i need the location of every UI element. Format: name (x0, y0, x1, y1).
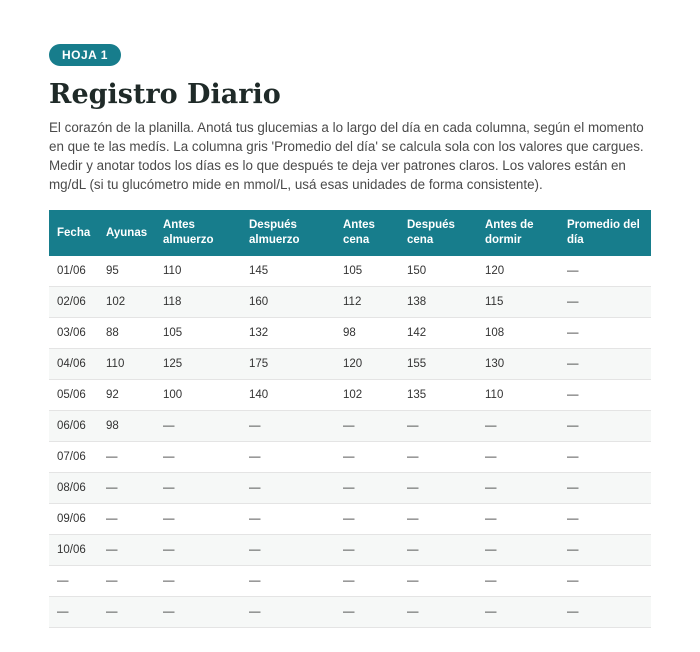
table-cell[interactable]: — (241, 442, 335, 473)
table-cell[interactable]: 88 (98, 318, 155, 349)
table-cell[interactable]: — (477, 597, 559, 628)
table-cell[interactable]: 120 (335, 349, 399, 380)
table-cell[interactable]: — (98, 535, 155, 566)
table-cell[interactable]: 115 (477, 287, 559, 318)
table-row (49, 287, 651, 318)
table-cell[interactable]: — (559, 349, 651, 380)
table-row (49, 380, 651, 411)
table-cell[interactable]: — (399, 597, 477, 628)
table-cell[interactable]: 105 (335, 256, 399, 287)
table-row (49, 349, 651, 380)
table-cell[interactable]: 150 (399, 256, 477, 287)
table-cell[interactable]: 05/06 (49, 380, 98, 411)
table-cell[interactable]: 140 (241, 380, 335, 411)
table-cell[interactable]: — (98, 473, 155, 504)
table-cell[interactable]: — (559, 411, 651, 442)
table-cell[interactable]: 160 (241, 287, 335, 318)
table-cell[interactable]: — (559, 504, 651, 535)
table-cell[interactable]: — (241, 411, 335, 442)
table-cell[interactable]: — (335, 442, 399, 473)
table-cell[interactable]: — (98, 566, 155, 597)
table-cell[interactable]: — (399, 473, 477, 504)
table-cell[interactable]: — (98, 504, 155, 535)
table-cell[interactable]: — (559, 566, 651, 597)
table-row (49, 411, 651, 442)
table-cell[interactable]: — (559, 597, 651, 628)
table-row (49, 442, 651, 473)
table-cell[interactable]: 98 (98, 411, 155, 442)
header-antes-almuerzo: Antes almuerzo (155, 210, 241, 256)
table-cell[interactable]: — (49, 566, 98, 597)
table-cell[interactable]: — (335, 566, 399, 597)
table-cell[interactable]: — (559, 442, 651, 473)
table-cell[interactable]: — (155, 473, 241, 504)
table-cell[interactable]: — (155, 566, 241, 597)
table-cell[interactable]: 95 (98, 256, 155, 287)
table-cell[interactable]: — (399, 411, 477, 442)
table-cell[interactable]: — (98, 597, 155, 628)
table-cell[interactable]: 07/06 (49, 442, 98, 473)
table-row (49, 318, 651, 349)
header-despues-cena: Después cena (399, 210, 477, 256)
table-cell[interactable]: — (155, 535, 241, 566)
table-cell[interactable]: — (477, 504, 559, 535)
table-cell[interactable]: — (477, 411, 559, 442)
header-antes-cena: Antes cena (335, 210, 399, 256)
table-cell[interactable]: 08/06 (49, 473, 98, 504)
table-cell[interactable]: — (477, 535, 559, 566)
table-cell[interactable]: — (399, 535, 477, 566)
table-cell[interactable]: 138 (399, 287, 477, 318)
table-cell[interactable]: — (335, 535, 399, 566)
table-cell[interactable]: 118 (155, 287, 241, 318)
table-cell[interactable]: — (399, 566, 477, 597)
table-cell[interactable]: 10/06 (49, 535, 98, 566)
table-cell[interactable]: 02/06 (49, 287, 98, 318)
table-cell[interactable]: — (559, 256, 651, 287)
table-cell[interactable]: 132 (241, 318, 335, 349)
table-cell[interactable]: — (477, 566, 559, 597)
header-fecha: Fecha (49, 210, 98, 256)
table-row (49, 535, 651, 566)
table-cell[interactable]: 130 (477, 349, 559, 380)
table-cell[interactable]: — (241, 535, 335, 566)
page-title: Registro Diario (49, 79, 281, 110)
table-cell[interactable]: — (559, 318, 651, 349)
table-cell[interactable]: — (155, 597, 241, 628)
table-row (49, 566, 651, 597)
table-cell[interactable]: 108 (477, 318, 559, 349)
table-cell[interactable]: — (241, 473, 335, 504)
intro-text: El corazón de la planilla. Anotá tus glucemias a lo largo del día en cada columna, según el momento en que te las medís. La columna gris 'Promedio del día' se calcula sola con los valores que cargues. Medir y anotar todos los días es lo que después te deja ver patrones claros. Los valores están en mg/dL (si tu glucómetro mide en mmol/L, usá esas unidades de forma consistente). (49, 120, 644, 192)
table-cell[interactable]: 92 (98, 380, 155, 411)
table-cell[interactable]: 135 (399, 380, 477, 411)
table-cell[interactable]: 120 (477, 256, 559, 287)
table-cell[interactable]: 100 (155, 380, 241, 411)
table-cell[interactable]: 04/06 (49, 349, 98, 380)
header-antes-dormir: Antes de dormir (477, 210, 559, 256)
table-cell[interactable]: 125 (155, 349, 241, 380)
table-cell[interactable]: — (559, 473, 651, 504)
table-cell[interactable]: 142 (399, 318, 477, 349)
table-cell[interactable]: 110 (155, 256, 241, 287)
table-cell[interactable]: 98 (335, 318, 399, 349)
table-cell[interactable]: 102 (98, 287, 155, 318)
table-cell[interactable]: — (559, 380, 651, 411)
table-cell[interactable]: — (241, 597, 335, 628)
sheet-badge: HOJA 1 (49, 44, 121, 66)
table-cell[interactable]: — (241, 504, 335, 535)
table-cell[interactable]: 145 (241, 256, 335, 287)
table-row (49, 597, 651, 628)
table-cell[interactable]: — (399, 504, 477, 535)
table-cell[interactable]: 155 (399, 349, 477, 380)
table-body (49, 256, 651, 628)
table-cell[interactable]: — (399, 442, 477, 473)
table-cell[interactable]: 06/06 (49, 411, 98, 442)
table-cell[interactable]: — (335, 597, 399, 628)
table-cell[interactable]: — (155, 504, 241, 535)
table-cell[interactable]: — (335, 473, 399, 504)
table-cell[interactable]: — (477, 473, 559, 504)
table-cell[interactable]: — (241, 566, 335, 597)
table-cell[interactable]: 09/06 (49, 504, 98, 535)
table-row (49, 473, 651, 504)
table-cell[interactable]: — (49, 597, 98, 628)
table-header-row (49, 210, 651, 256)
table-cell[interactable]: — (155, 442, 241, 473)
table-cell[interactable]: — (335, 411, 399, 442)
daily-log-table (49, 210, 651, 628)
table-cell[interactable]: — (477, 442, 559, 473)
header-despues-almuerzo: Después almuerzo (241, 210, 335, 256)
table-cell[interactable]: 112 (335, 287, 399, 318)
table-row (49, 256, 651, 287)
header-promedio: Promedio del día (559, 210, 651, 256)
table-cell[interactable]: 110 (477, 380, 559, 411)
table-cell[interactable]: — (155, 411, 241, 442)
table-cell[interactable]: — (98, 442, 155, 473)
table-cell[interactable]: 105 (155, 318, 241, 349)
table-row (49, 504, 651, 535)
table-cell[interactable]: — (559, 535, 651, 566)
table-cell[interactable]: 01/06 (49, 256, 98, 287)
header-ayunas: Ayunas (98, 210, 155, 256)
table-cell[interactable]: — (335, 504, 399, 535)
table-cell[interactable]: 102 (335, 380, 399, 411)
table-cell[interactable]: 03/06 (49, 318, 98, 349)
table-cell[interactable]: 110 (98, 349, 155, 380)
table-cell[interactable]: 175 (241, 349, 335, 380)
table-cell[interactable]: — (559, 287, 651, 318)
